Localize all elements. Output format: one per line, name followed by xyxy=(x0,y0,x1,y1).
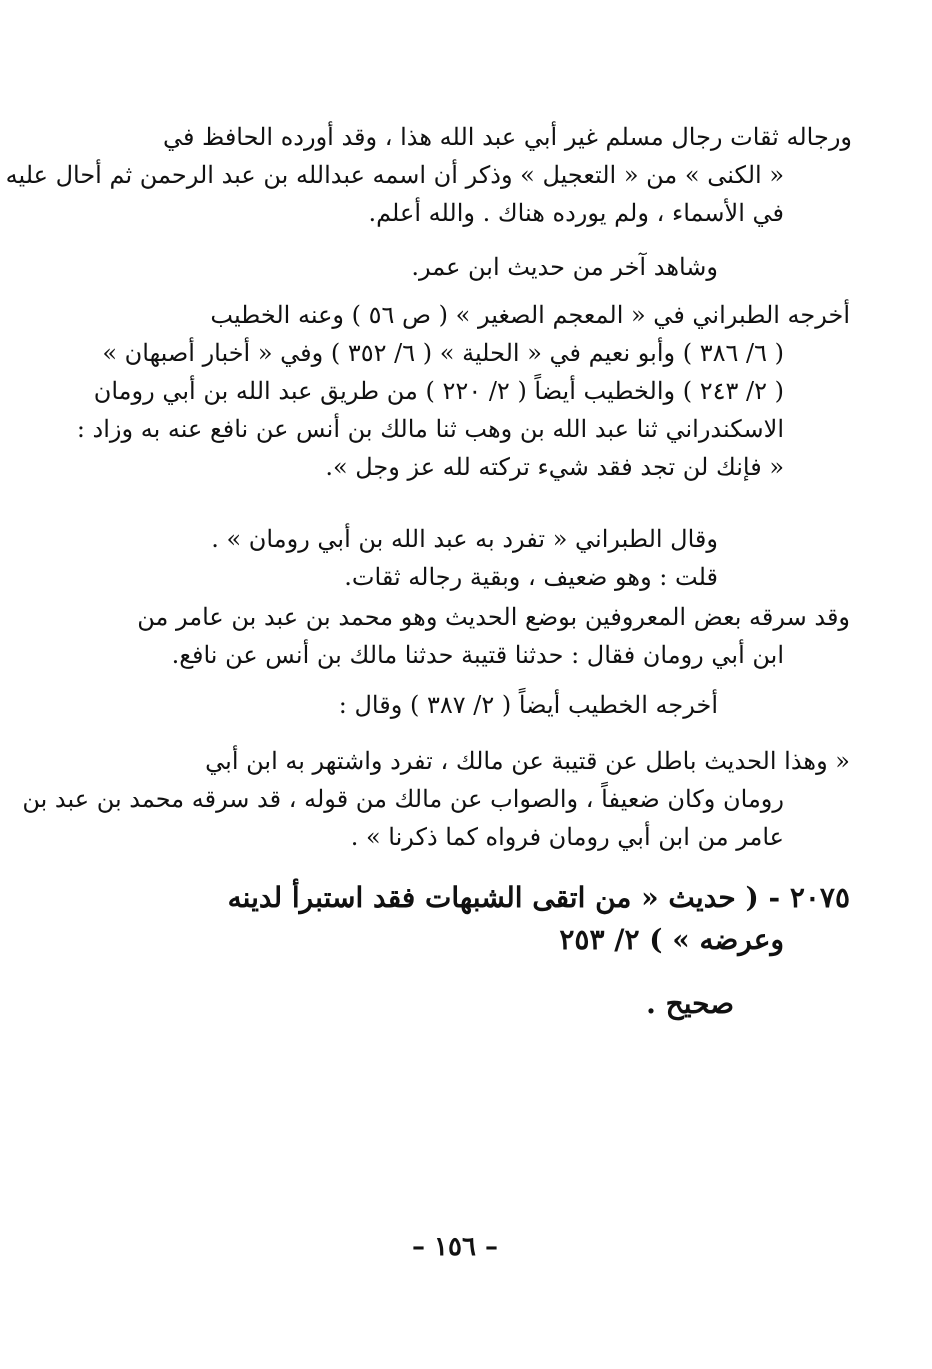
verdict xyxy=(106,984,734,1024)
text-line: وقد سرقه بعض المعروفين بوضع الحديث وهو محمد بن عبد بن عامر من xyxy=(137,603,850,631)
hadith-title-line: ٢٠٧٥ - ( حديث « من اتقى الشبهات فقد استبرأ لدينه xyxy=(227,881,850,914)
text-line: أخرجه الخطيب أيضاً ( ٢/ ٣٨٧ ) وقال : xyxy=(338,691,718,719)
hadith-title-line: وعرضه » ) ٢/ ٢٥٣ xyxy=(559,923,784,956)
paragraph-5 xyxy=(106,560,718,594)
text-line: الاسكندراني ثنا عبد الله بن وهب ثنا مالك بن أنس عن نافع عنه به وزاد : xyxy=(76,415,784,443)
paragraph-3 xyxy=(76,298,850,484)
verdict-text: صحيح . xyxy=(646,987,734,1020)
paragraph-6 xyxy=(106,600,850,672)
text-line: أخرجه الطبراني في « المعجم الصغير » ( ص ٥٦ ) وعنه الخطيب xyxy=(210,301,850,329)
text-line: قلت : وهو ضعيف ، وبقية رجاله ثقات. xyxy=(344,563,718,591)
text-line: في الأسماء ، ولم يورده هناك . والله أعلم. xyxy=(368,199,784,227)
text-line: وشاهد آخر من حديث ابن عمر. xyxy=(411,253,718,281)
paragraph-4 xyxy=(106,522,718,556)
text-line: عامر من ابن أبي رومان فرواه كما ذكرنا » . xyxy=(350,823,784,851)
text-line: ( ٢/ ٢٤٣ ) والخطيب أيضاً ( ٢/ ٢٢٠ ) من طريق عبد الله بن أبي رومان xyxy=(93,377,784,405)
text-line: « وهذا الحديث باطل عن قتيبة عن مالك ، تفرد واشتهر به ابن أبي xyxy=(205,747,850,775)
quotation-paragraph xyxy=(22,744,850,854)
text-line: ابن أبي رومان فقال : حدثنا قتيبة حدثنا مالك بن أنس عن نافع. xyxy=(171,641,784,669)
paragraph-1 xyxy=(5,120,852,230)
text-line: ورجاله ثقات رجال مسلم غير أبي عبد الله هذا ، وقد أورده الحافظ في xyxy=(162,123,852,151)
hadith-heading xyxy=(106,878,850,960)
text-line: وقال الطبراني « تفرد به عبد الله بن أبي رومان » . xyxy=(211,525,718,553)
paragraph-7 xyxy=(106,688,718,722)
text-line: « فإنك لن تجد فقد شيء تركته لله عز وجل ». xyxy=(325,453,784,481)
text-line: رومان وكان ضعيفاً ، والصواب عن مالك من قوله ، قد سرقه محمد بن عبد بن xyxy=(22,785,784,813)
text-line: ( ٦/ ٣٨٦ ) وأبو نعيم في « الحلية » ( ٦/ ٣٥٢ ) وفي « أخبار أصبهان » xyxy=(102,339,784,367)
paragraph-2 xyxy=(106,250,718,284)
page-number: – ١٥٦ – xyxy=(411,1232,499,1262)
text-line: « الكنى » من « التعجيل » وذكر أن اسمه عبدالله بن عبد الرحمن ثم أحال عليه xyxy=(5,161,784,189)
